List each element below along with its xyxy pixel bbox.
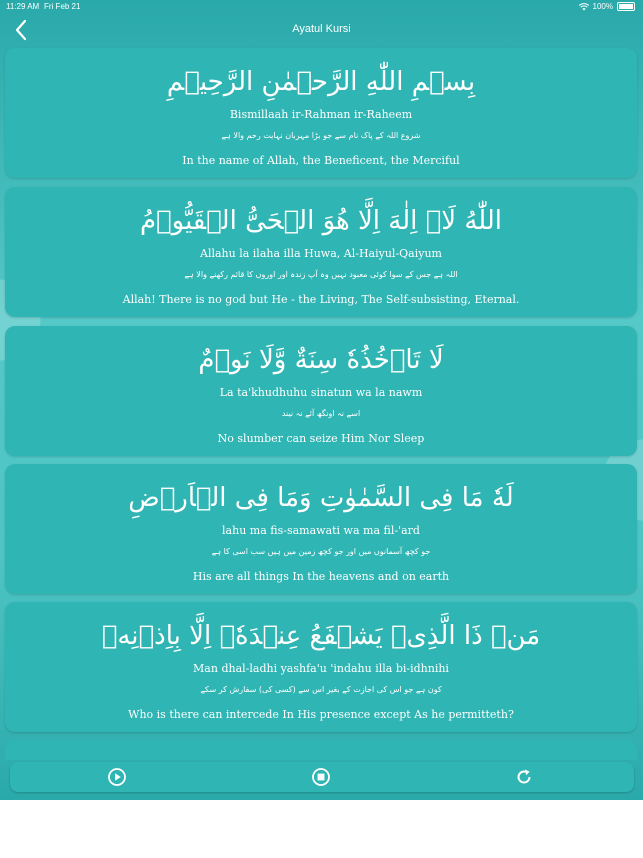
verse-english: Allah! There is no god but He - the Living, The Self-subsisting, Eternal. xyxy=(122,293,520,306)
verse-english: In the name of Allah, the Beneficent, the Merciful xyxy=(182,154,460,167)
repeat-icon xyxy=(514,767,534,787)
play-circle-icon xyxy=(107,767,127,787)
verse-arabic: لَا تَاۡخُذُهٗ سِنَةٌ وَّلَا نَوۡمٌ xyxy=(198,345,444,375)
stop-circle-icon xyxy=(311,767,331,787)
verse-transliteration: Man dhal-ladhi yashfa'u 'indahu illa bi-idhnihi xyxy=(193,662,449,675)
wifi-icon xyxy=(579,3,589,11)
playback-toolbar xyxy=(10,762,634,792)
verse-urdu: کون ہے جو اس کی اجازت کے بغیر اس سے (کسی کی) سفارش کر سکے xyxy=(200,685,442,694)
nav-bar xyxy=(0,14,643,48)
verse-english: His are all things In the heavens and on earth xyxy=(192,570,450,583)
play-button[interactable] xyxy=(107,767,127,787)
verse-arabic: لَهٗ مَا فِى السَّمٰوٰتِ وَمَا فِى الۡاَرۡضِ xyxy=(128,483,514,513)
verse-card-1[interactable] xyxy=(5,48,637,178)
verse-urdu: اسے نہ اونگھ آئے نہ نیند xyxy=(281,409,361,418)
verse-card-4[interactable] xyxy=(5,464,637,594)
verse-arabic: مَنۡ ذَا الَّذِىۡ يَشۡفَعُ عِنۡدَهٗۤ اِلَّا بِاِذۡنِهٖ xyxy=(101,621,541,651)
verse-urdu: اللہ ہے جس کے سوا کوئی معبود نہیں وہ آپ زندہ اور اوروں کا قائم رکھنے والا ہے xyxy=(184,270,458,279)
verse-transliteration: Allahu la ilaha illa Huwa, Al-Haiyul-Qaiyum xyxy=(200,247,442,260)
verse-english: No slumber can seize Him Nor Sleep xyxy=(217,432,425,445)
page-title: Ayatul Kursi xyxy=(292,23,351,35)
verse-english: Who is there can intercede In His presence except As he permitteth? xyxy=(128,708,514,721)
status-time: 11:29 AM xyxy=(6,2,40,11)
status-date: Fri Feb 21 xyxy=(44,2,81,11)
battery-icon xyxy=(617,2,635,11)
verse-card-3[interactable] xyxy=(5,326,637,456)
verse-urdu: شروع اللہ کے پاک نام سے جو بڑا مہربان نہایت رحم والا ہے xyxy=(221,131,421,140)
verse-card-2[interactable] xyxy=(5,187,637,317)
verse-card-5[interactable] xyxy=(5,602,637,732)
verse-urdu: جو کچھ آسمانوں میں اور جو کچھ زمین میں ہیں سب اسی کا ہے xyxy=(211,547,431,556)
status-right xyxy=(579,2,635,11)
battery-percent: 100% xyxy=(592,2,613,11)
verse-arabic: بِسۡمِ اللّٰهِ الرَّحۡمٰنِ الرَّحِيۡمِ xyxy=(166,67,476,97)
verse-arabic: اللّٰهُ لَاۤ اِلٰهَ اِلَّا هُوَ الۡحَىُّ الۡقَيُّوۡمُ xyxy=(139,206,503,236)
verse-transliteration: lahu ma fis-samawati wa ma fil-'ard xyxy=(222,524,420,537)
verse-transliteration: La ta'khudhuhu sinatun wa la nawm xyxy=(219,386,423,399)
status-bar xyxy=(0,0,643,14)
verse-card-partial[interactable] xyxy=(5,740,637,760)
stop-button[interactable] xyxy=(311,767,331,787)
verse-transliteration: Bismillaah ir-Rahman ir-Raheem xyxy=(229,108,413,121)
repeat-button[interactable] xyxy=(514,767,534,787)
